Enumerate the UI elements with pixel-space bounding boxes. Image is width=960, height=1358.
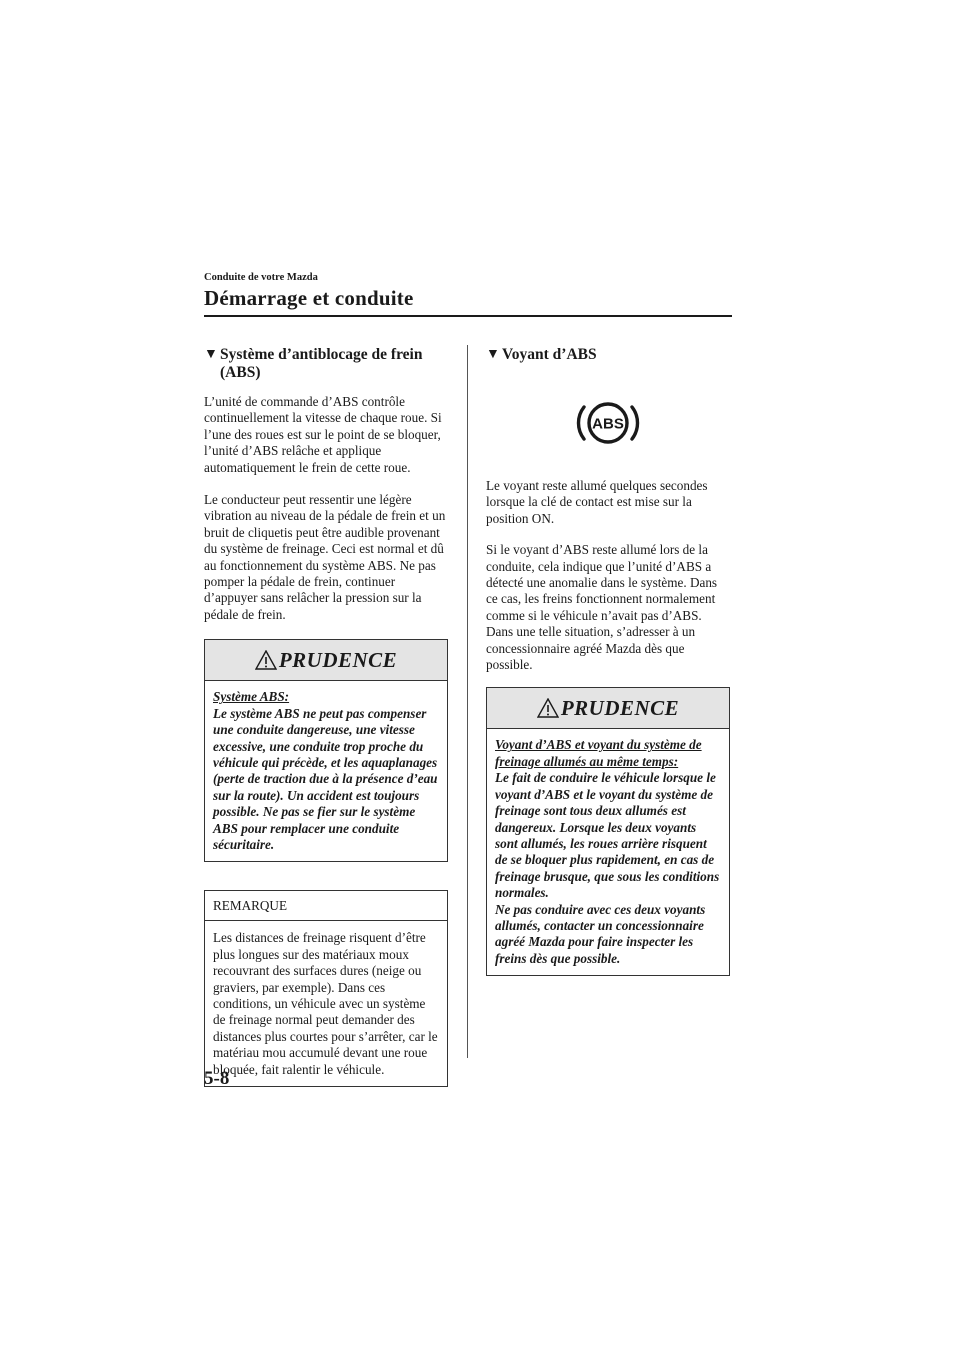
column-divider	[467, 345, 468, 1058]
caution-text: Le fait de conduire le véhicule lorsque le voyant d’ABS et le voyant du système de freinage sont tous deux allumés est dangereux. Lorsque les deux voyants sont allumés, les roues arrière risquent de se bloquer plus rapidement, en cas de freinage brusque, que sous les conditions normales.	[495, 770, 720, 901]
caution-label: PRUDENCE	[278, 647, 398, 672]
right-column	[486, 346, 730, 976]
note-text: Les distances de freinage risquent d’être plus longues sur des matériaux moux recouvrant des surfaces dures (neige ou graviers, par exemple). Dans ces conditions, un véhicule avec un système de freinage normal peut demander des distances plus courtes pour s’arrêter, car le matériau mou accumulé devant une roue bloquée, fait ralentir le véhicule.	[213, 930, 438, 1077]
caution-body	[487, 729, 729, 975]
triangle-marker-icon: ▼	[204, 347, 218, 362]
caution-header	[205, 640, 447, 681]
abs-warning-light-icon	[571, 396, 645, 450]
caution-body	[205, 681, 447, 861]
running-head: Conduite de votre Mazda	[204, 272, 318, 283]
triangle-marker-icon: ▼	[486, 347, 500, 362]
caution-text: Le système ABS ne peut pas compenser une conduite dangereuse, une vitesse excessive, une conduite trop proche du véhicule qui précède, et les aquaplanages (perte de traction due à la présence d’eau sur la route). Un accident est toujours possible. Ne pas se fier sur le système ABS pour remplacer une conduite sécuritaire.	[213, 705, 438, 852]
paragraph: Si le voyant d’ABS reste allumé lors de la conduite, cela indique que l’unité d’ABS a détecté une anomalie dans le système. Dans ce cas, les freins fonctionnent normalement comme si le véhicule n’avait pas d’ABS. Dans une telle situation, s’adresser à un concessionnaire agréé Mazda dès que possible.	[486, 542, 718, 673]
paragraph: Le conducteur peut ressentir une légère vibration au niveau de la pédale de frein et un bruit de cliquetis peut être audible provenant du système de freinage. Ceci est normal et dû au fonctionnement du système ABS. Ne pas pomper la pédale de frein, continuer d’appuyer sans relâcher la pression sur la pédale de frein.	[204, 492, 446, 622]
page-number: 5-8	[204, 1068, 230, 1089]
section-heading-abs-system	[204, 346, 448, 382]
section-heading-text: Voyant d’ABS	[502, 346, 597, 363]
caution-header	[487, 688, 729, 729]
left-column	[204, 346, 448, 1087]
caution-box	[204, 639, 448, 862]
abs-icon-label: ABS	[592, 415, 624, 433]
warning-triangle-icon	[537, 698, 559, 718]
note-header: REMARQUE	[205, 891, 447, 921]
caution-subtitle: Voyant d’ABS et voyant du système de freinage allumés au même temps:	[495, 737, 702, 769]
caution-subtitle: Système ABS:	[213, 689, 290, 705]
caution-text-2: Ne pas conduire avec ces deux voyants allumés, contacter un concessionnaire agréé Mazda pour faire inspecter les freins dès que possible.	[495, 901, 706, 966]
chapter-title: Démarrage et conduite	[204, 286, 414, 310]
header-rule	[204, 315, 732, 317]
section-heading-abs-light	[486, 346, 730, 364]
paragraph: Le voyant reste allumé quelques secondes lorsque la clé de contact est mise sur la position ON.	[486, 478, 708, 526]
warning-triangle-icon	[255, 650, 277, 670]
note-box	[204, 890, 448, 1087]
paragraph: L’unité de commande d’ABS contrôle continuellement la vitesse de chaque roue. Si l’une des roues est sur le point de se bloquer, l’unité d’ABS relâche et applique automatiquement le frein de cette roue.	[204, 394, 442, 475]
caution-box	[486, 687, 730, 976]
abs-icon-container	[486, 396, 730, 450]
section-heading-text: Système d’antiblocage de frein (ABS)	[220, 346, 423, 381]
caution-label: PRUDENCE	[560, 695, 680, 720]
